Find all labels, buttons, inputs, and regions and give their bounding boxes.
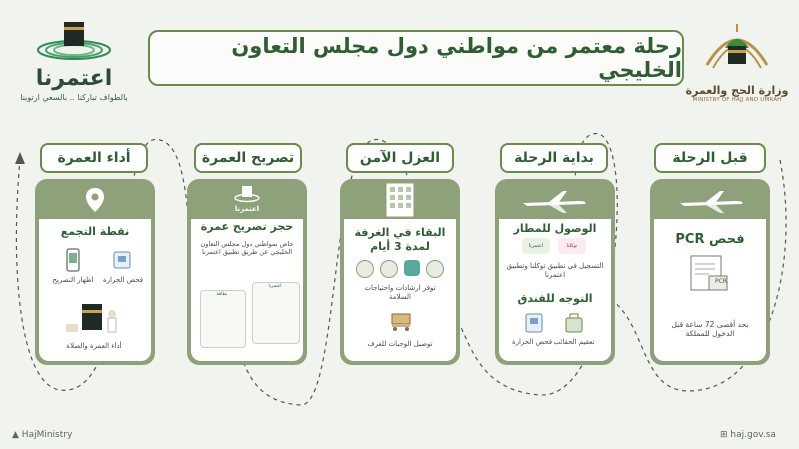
phone-left-caption: بطاقة (216, 292, 228, 297)
app-tagline: بالطواف تباركنا .. بالسعي ارتوينا (20, 93, 128, 102)
phone-mockup-right (252, 282, 300, 344)
bag-sanitize-label: تعقيم الحقائب (553, 338, 595, 346)
meal-cart-icon (388, 308, 414, 332)
ministry-name-ar: وزارة الحج والعمرة (685, 84, 789, 97)
permit-app-name: اعتمرنا (234, 205, 260, 213)
hotel-building-icon (384, 181, 416, 217)
meal-delivery-label: توصيل الوجبات للغرف (367, 340, 433, 348)
sanitizer-icon (380, 260, 398, 278)
stage-umrah-label: أداء العمرة (40, 143, 148, 173)
hotel-heading: التوجه للفندق (517, 292, 593, 305)
airport-arrival-heading: الوصول للمطار (513, 222, 597, 235)
phone-right-caption: اعتمرنا (268, 284, 282, 289)
pcr-note: بحد أقصى 72 ساعة قبل الدخول للمملكة (671, 320, 749, 339)
stage-isolation-label: العزل الآمن (346, 143, 454, 173)
bag-sanitize-icon (560, 310, 588, 334)
stage-start-label: بداية الرحلة (500, 143, 608, 173)
airplane-icon (676, 189, 746, 215)
app-logo-icon (233, 183, 261, 203)
registration-note: التسجيل في تطبيق توكلنا وتطبيق اعتمرنا (506, 262, 604, 279)
thermometer-icon (110, 248, 136, 272)
phone-permit-icon (62, 248, 84, 272)
web-icon: ⊞ (720, 430, 728, 440)
location-pin-icon (85, 187, 105, 213)
kaaba-rings-icon (34, 16, 114, 60)
stay-in-room-heading: البقاء في الغرفة لمدة 3 أيام (354, 226, 446, 254)
robot-icon (404, 260, 420, 276)
ministry-emblem-icon (697, 10, 777, 80)
permit-note: خاص بمواطني دول مجلس التعاون الخليجي عن طريق تطبيق اعتمرنا (200, 240, 294, 257)
airplane-icon (519, 189, 589, 215)
umrah-temp-label: فحص الحرارة (102, 276, 144, 284)
thermometer-icon (520, 310, 548, 334)
footer-website[interactable] (720, 430, 776, 440)
temp-check-label: فحص الحرارة (511, 338, 553, 346)
stage-before-label: قبل الرحلة (654, 143, 766, 173)
show-permit-label: اظهار التصريح (52, 276, 94, 284)
safety-icons-row (356, 260, 444, 278)
safety-guidance-label: توفر ارشادات واحتياجات السلامة (364, 284, 436, 301)
phone-mockup-left (200, 290, 246, 348)
website-url: haj.gov.sa (730, 430, 776, 440)
app-brand-name: اعتمرنا (35, 66, 113, 91)
stage-umrah-card (35, 179, 155, 365)
stage-permit-label: تصريح العمرة (194, 143, 302, 173)
ministry-logo (683, 10, 791, 115)
ministry-name-en: MINISTRY OF HAJJ AND UMRAH (692, 97, 782, 103)
twitter-icon: ▲ (12, 430, 19, 440)
app-a-name: اعتمرنا (528, 243, 544, 249)
pcr-doc-tag: PCR (715, 278, 727, 285)
gloves-icon (426, 260, 444, 278)
pcr-test-heading: فحص PCR (675, 232, 745, 247)
page-title: رحلة معتمر من مواطني دول مجلس التعاون الخليجي (148, 30, 684, 86)
twitter-handle: HajMinistry (21, 430, 73, 440)
app-b-name: توكلنا (566, 243, 578, 249)
footer-twitter[interactable] (12, 430, 72, 440)
kaaba-pilgrims-icon (60, 300, 126, 336)
umrah-app-logo (18, 16, 130, 116)
gathering-point-heading: نقطة التجمع (60, 225, 130, 238)
mask-icon (356, 260, 374, 278)
perform-umrah-label: أداء العمرة والصلاة (66, 342, 122, 350)
pcr-document-icon (687, 254, 731, 294)
book-permit-heading: حجز تصريح عمرة (200, 220, 294, 233)
